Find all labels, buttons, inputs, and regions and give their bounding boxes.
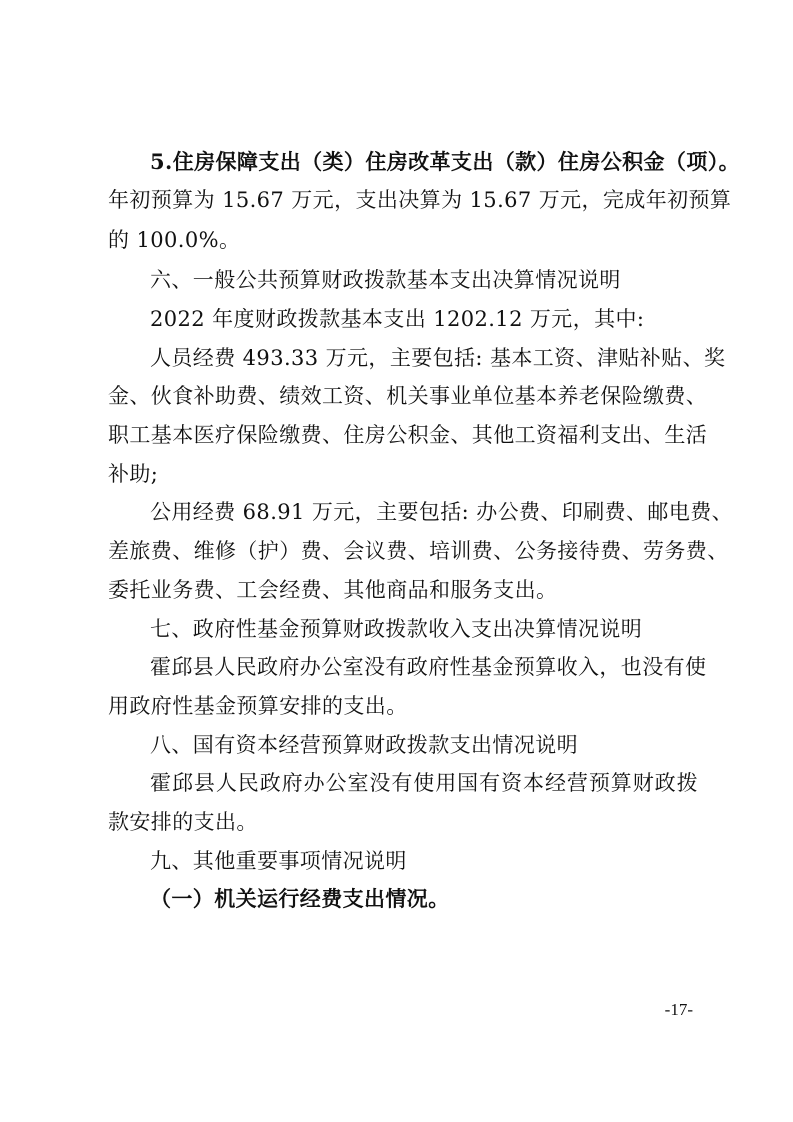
- body-line: 公用经费 68.91 万元，主要包括: 办公费、印刷费、邮电费、: [150, 500, 734, 524]
- body-line: 霍邱县人民政府办公室没有使用国有资本经营预算财政拨: [150, 771, 698, 795]
- body-line: 补助;: [108, 462, 159, 486]
- section-heading-9: 九、其他重要事项情况说明: [150, 849, 407, 873]
- body-line: 霍邱县人民政府办公室没有政府性基金预算收入，也没有使: [150, 655, 707, 679]
- section-heading-7: 七、政府性基金预算财政拨款收入支出决算情况说明: [150, 617, 643, 641]
- body-line: 2022 年度财政拨款基本支出 1202.12 万元，其中:: [150, 307, 645, 331]
- page-number: -17-: [664, 1000, 693, 1019]
- section-heading-6: 六、一般公共预算财政拨款基本支出决算情况说明: [150, 268, 621, 292]
- body-line: 款安排的支出。: [108, 810, 258, 834]
- body-line: 年初预算为 15.67 万元，支出决算为 15.67 万元，完成年初预算: [108, 188, 732, 212]
- body-line: 的 100.0%。: [108, 228, 241, 252]
- body-line: 金、伙食补助费、绩效工资、机关事业单位基本养老保险缴费、: [108, 384, 708, 408]
- body-line: 人员经费 493.33 万元，主要包括: 基本工资、津贴补贴、奖: [150, 346, 726, 370]
- body-line: 委托业务费、工会经费、其他商品和服务支出。: [108, 578, 558, 602]
- body-line: 差旅费、维修（护）费、会议费、培训费、公务接待费、劳务费、: [108, 539, 729, 563]
- section-heading-8: 八、国有资本经营预算财政拨款支出情况说明: [150, 733, 578, 757]
- body-line: 用政府性基金预算安排的支出。: [108, 694, 408, 718]
- subsection-heading-housing: 5.住房保障支出（类）住房改革支出（款）住房公积金（项）。: [150, 149, 741, 174]
- body-line: 职工基本医疗保险缴费、住房公积金、其他工资福利支出、生活: [108, 423, 708, 447]
- subsection-heading-1: （一）机关运行经费支出情况。: [150, 886, 450, 911]
